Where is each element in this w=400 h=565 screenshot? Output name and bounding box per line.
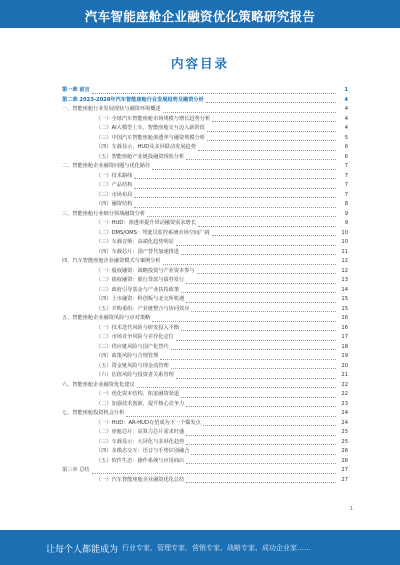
toc-entry-page: 20 (341, 362, 348, 369)
toc-entry[interactable] (96, 352, 348, 361)
toc-entry[interactable] (62, 105, 348, 114)
toc-entry-text: （二）债权融资：银行贷款与债券发行 (96, 277, 185, 283)
toc-entry-page: 7 (344, 163, 348, 169)
report-title: 汽车智能座舱企业融资优化策略研究报告 (84, 9, 316, 24)
toc-title: 内容目录 (170, 56, 229, 71)
toc-entry-text: （一）技术路线 (96, 172, 133, 179)
toc-leader-dots (186, 297, 336, 303)
toc-entry-text: （五）资金链风险与现金流管理 (96, 362, 169, 369)
toc-leader-dots (186, 458, 336, 464)
toc-entry[interactable] (96, 343, 348, 352)
toc-entry-page: 1 (344, 87, 348, 93)
toc-entry-text: （二）市场竞争风险与差异化定位 (96, 334, 174, 340)
toc-entry-text: （一）全球汽车智能座舱市场规模与增长趋势分析 (96, 115, 211, 122)
toc-entry-page: 5 (344, 134, 348, 141)
toc-leader-dots (126, 411, 336, 417)
toc-entry[interactable] (96, 324, 348, 333)
toc-leader-dots (160, 354, 336, 360)
toc-entry-page: 12 (341, 258, 348, 264)
toc-leader-dots (186, 154, 336, 160)
toc-entry-text: （四）政策风险与合规管理 (96, 353, 159, 359)
toc-entry-page: 8 (344, 201, 348, 207)
header-bar (0, 0, 400, 28)
toc-entry-text: （五）并购重组：产业链整合与协同效应 (96, 305, 190, 312)
toc-entry-page: 7 (344, 182, 348, 188)
toc-entry[interactable] (96, 333, 348, 342)
toc-entry-text: （三）市场布局 (96, 191, 133, 198)
toc-entry-text: （三）供应链风险与国产化替代 (96, 343, 169, 350)
toc-leader-dots (137, 382, 336, 388)
toc-entry-page: 26 (341, 457, 348, 464)
toc-entry[interactable] (96, 276, 348, 285)
toc-entry-text: （二）座舱芯片：高算力芯片需求旺盛 (96, 429, 185, 435)
toc-leader-dots (212, 116, 336, 122)
toc-leader-dots (186, 477, 336, 483)
toc-entry-page: 16 (341, 324, 348, 331)
toc-entry-text: （四）车载芯片：国产替代加速推进 (96, 248, 180, 255)
toc-entry-page: 13 (341, 277, 348, 283)
toc-leader-dots (191, 306, 336, 312)
toc-leader-dots (147, 211, 336, 217)
toc-entry[interactable] (62, 466, 348, 475)
toc-entry-page: 10 (341, 239, 348, 245)
toc-leader-dots (186, 439, 336, 445)
toc-entry-page: 16 (341, 315, 348, 321)
toc-leader-dots (186, 401, 336, 407)
toc-entry-page: 9 (344, 210, 348, 217)
toc-entry-text: （四）上市融资：科创板与北交所机遇 (96, 296, 185, 302)
toc-entry-text: （四）多模态交互：语音与手势识别融合 (96, 448, 190, 454)
toc-entry-text: （二）加强技术创新，提升核心竞争力 (96, 400, 185, 407)
toc-entry[interactable] (96, 153, 348, 162)
toc-entry-page: 4 (344, 106, 348, 112)
toc-entry[interactable] (96, 400, 348, 409)
toc-entry-text: （一）汽车智能座舱企业融资优化总结 (96, 476, 185, 483)
toc-entry-page: 17 (341, 334, 348, 340)
toc-leader-dots (92, 468, 336, 474)
toc-leader-dots (203, 420, 336, 426)
toc-entry[interactable] (62, 210, 348, 219)
toc-leader-dots (207, 135, 336, 141)
toc-entry[interactable] (62, 162, 348, 171)
toc-entry[interactable] (96, 419, 348, 428)
toc-entry[interactable] (96, 191, 348, 200)
footer-roles: 行业专家、管理专家、营销专家、战略专家、成功企业家…… (122, 544, 311, 552)
toc-entry[interactable] (96, 248, 348, 257)
toc-leader-dots (181, 287, 336, 293)
toc-entry[interactable] (96, 447, 348, 456)
toc-leader-dots (171, 363, 336, 369)
toc-leader-dots (186, 430, 336, 436)
toc-entry-page: 25 (341, 438, 348, 445)
toc-entry[interactable] (62, 96, 348, 105)
toc-leader-dots (191, 449, 336, 455)
toc-entry-text: 一、智能座舱行业发展现状与融资环境概述 (62, 106, 161, 112)
toc-leader-dots (134, 202, 336, 208)
toc-entry-page: 7 (344, 172, 348, 179)
toc-entry[interactable] (96, 115, 348, 124)
footer-slogan: 让每个人都能成为 (46, 545, 119, 555)
toc-entry-text: （一）优化资本结构，拓宽融资渠道 (96, 391, 180, 397)
toc-entry[interactable] (96, 200, 348, 209)
toc-entry-text: （四）车载显示、HUD及多屏联动发展趋势 (96, 144, 196, 150)
toc-entry-text: 二、智能座舱企业融资问题与优化路径 (62, 163, 151, 169)
toc-entry[interactable] (96, 267, 348, 276)
toc-entry-text: （四）融资结构 (96, 201, 133, 207)
toc-entry-text: （三）政府引导基金与产业扶持政策 (96, 286, 180, 293)
toc-leader-dots (206, 97, 336, 103)
toc-entry[interactable] (62, 257, 348, 266)
toc-entry[interactable] (96, 286, 348, 295)
toc-leader-dots (176, 373, 336, 379)
toc-leader-dots (163, 259, 336, 265)
toc-leader-dots (134, 192, 336, 198)
toc-entry-text: （一）技术迭代风险与研发投入平衡 (96, 324, 180, 331)
toc-leader-dots (181, 392, 336, 398)
toc-entry-text: 第一章 前言 (62, 87, 90, 93)
toc-entry-page: 19 (341, 353, 348, 359)
toc-entry-page: 24 (341, 419, 348, 426)
toc-entry-text: 六、智能座舱企业融资优化建议 (62, 381, 135, 388)
toc-entry[interactable] (62, 381, 348, 390)
toc-entry-page: 25 (341, 429, 348, 435)
toc-entry-page: 6 (344, 144, 348, 150)
toc-entry-page: 7 (344, 191, 348, 198)
toc-leader-dots (152, 316, 336, 322)
toc-entry[interactable] (96, 172, 348, 181)
toc-entry-text: （二）产品结构 (96, 182, 133, 188)
toc-entry-text: （三）中国汽车智能座舱渗透率与融资规模分析 (96, 134, 205, 141)
toc-entry-text: （一）股权融资：战略投资与产业资本参与 (96, 267, 195, 274)
toc-entry-text: （五）软件生态：操作系统与应用商店 (96, 457, 185, 464)
toc-entry-page: 6 (344, 153, 348, 160)
toc-entry[interactable] (96, 143, 348, 152)
toc-leader-dots (176, 335, 336, 341)
toc-entry-page: 4 (344, 125, 348, 131)
toc-entry-text: 五、智能座舱企业融资风险与应对策略 (62, 315, 151, 321)
toc-entry-text: 七、智能座舱投资机会分析 (62, 410, 125, 416)
toc-entry-text: （五）智能座舱产业链投融资现状分析 (96, 153, 185, 160)
toc-entry[interactable] (96, 229, 348, 238)
toc-leader-dots (163, 107, 336, 113)
toc-entry-text: 三、智能座舱行业细分领域融资分析 (62, 210, 146, 217)
toc-entry-page: 22 (341, 381, 348, 388)
toc-entry[interactable] (96, 219, 348, 228)
toc-entry-text: 四、汽车智能座舱企业融资模式与案例分析 (62, 258, 161, 264)
toc-entry-page: 23 (341, 400, 348, 407)
toc-entry[interactable] (96, 428, 348, 437)
toc-leader-dots (134, 183, 336, 189)
toc-entry-page: 12 (341, 267, 348, 274)
toc-entry[interactable] (96, 438, 348, 447)
toc-entry-page: 14 (341, 286, 348, 293)
toc-entry-page: 18 (341, 343, 348, 350)
toc-entry[interactable] (96, 305, 348, 314)
toc-entry-page: 15 (341, 305, 348, 312)
toc-entry-page: 15 (341, 296, 348, 302)
toc-leader-dots (152, 164, 336, 170)
toc-entry[interactable] (96, 476, 348, 485)
toc-entry[interactable] (96, 362, 348, 371)
toc-leader-dots (198, 145, 336, 151)
toc-entry[interactable] (96, 238, 348, 247)
toc-entry-text: （三）车载音频：高端化趋势明显 (96, 239, 174, 245)
toc-entry[interactable] (96, 124, 348, 133)
toc-entry-page: 4 (344, 96, 348, 103)
toc-entry-text: 第三章 总结 (62, 467, 90, 473)
toc-entry-page: 24 (341, 410, 348, 416)
toc-leader-dots (198, 221, 336, 227)
toc-entry-text: （二）AI大模型上车，智能座舱交互迈入新阶段 (96, 125, 205, 131)
toc-entry[interactable] (96, 457, 348, 466)
toc-entry-page: 27 (341, 467, 348, 473)
toc-entry-page: 22 (341, 391, 348, 397)
toc-entry[interactable] (62, 314, 348, 323)
toc-entry-text: （六）估值风险与投资者关系管理 (96, 372, 174, 378)
toc-entry[interactable] (96, 390, 348, 399)
toc-leader-dots (186, 278, 336, 284)
toc-entry-page: 21 (341, 372, 348, 378)
toc-entry-page: 4 (344, 115, 348, 122)
toc-entry[interactable] (96, 371, 348, 380)
toc-leader-dots (181, 325, 336, 331)
footer-bar (0, 530, 400, 565)
toc-entry-page: 9 (344, 220, 348, 226)
toc-leader-dots (134, 173, 336, 179)
toc-entry-page: 11 (341, 248, 348, 255)
toc-leader-dots (197, 268, 336, 274)
toc-entry-text: （一）HUD：AR-HUD有望成为下一个爆发点 (96, 419, 201, 426)
toc-entry-page: 26 (341, 448, 348, 454)
toc-entry[interactable] (62, 86, 348, 95)
toc-leader-dots (176, 240, 336, 246)
toc-entry-text: （三）车载显示：大屏化与多屏化趋势 (96, 438, 185, 445)
toc-entry[interactable] (96, 295, 348, 304)
toc-entry-page: 27 (341, 476, 348, 483)
page-number: 1 (349, 506, 353, 512)
toc-entry-text: 第二章 2023-2028年汽车智能座舱行业发展趋势及融资分析 (62, 96, 204, 103)
toc-leader-dots (92, 88, 336, 94)
toc-entry[interactable] (96, 181, 348, 190)
toc-entry[interactable] (96, 134, 348, 143)
toc-entry[interactable] (62, 409, 348, 418)
toc-leader-dots (181, 249, 336, 255)
toc-entry-text: （二）DMS/OMS：驾驶员监控系统市场空间广阔 (96, 229, 210, 236)
toc-leader-dots (212, 230, 336, 236)
toc-entry-text: （一）HUD：渗透率提升带动融资需求增长 (96, 220, 196, 226)
toc-leader-dots (207, 126, 336, 132)
toc-leader-dots (171, 344, 336, 350)
toc-entry-page: 10 (341, 229, 348, 236)
